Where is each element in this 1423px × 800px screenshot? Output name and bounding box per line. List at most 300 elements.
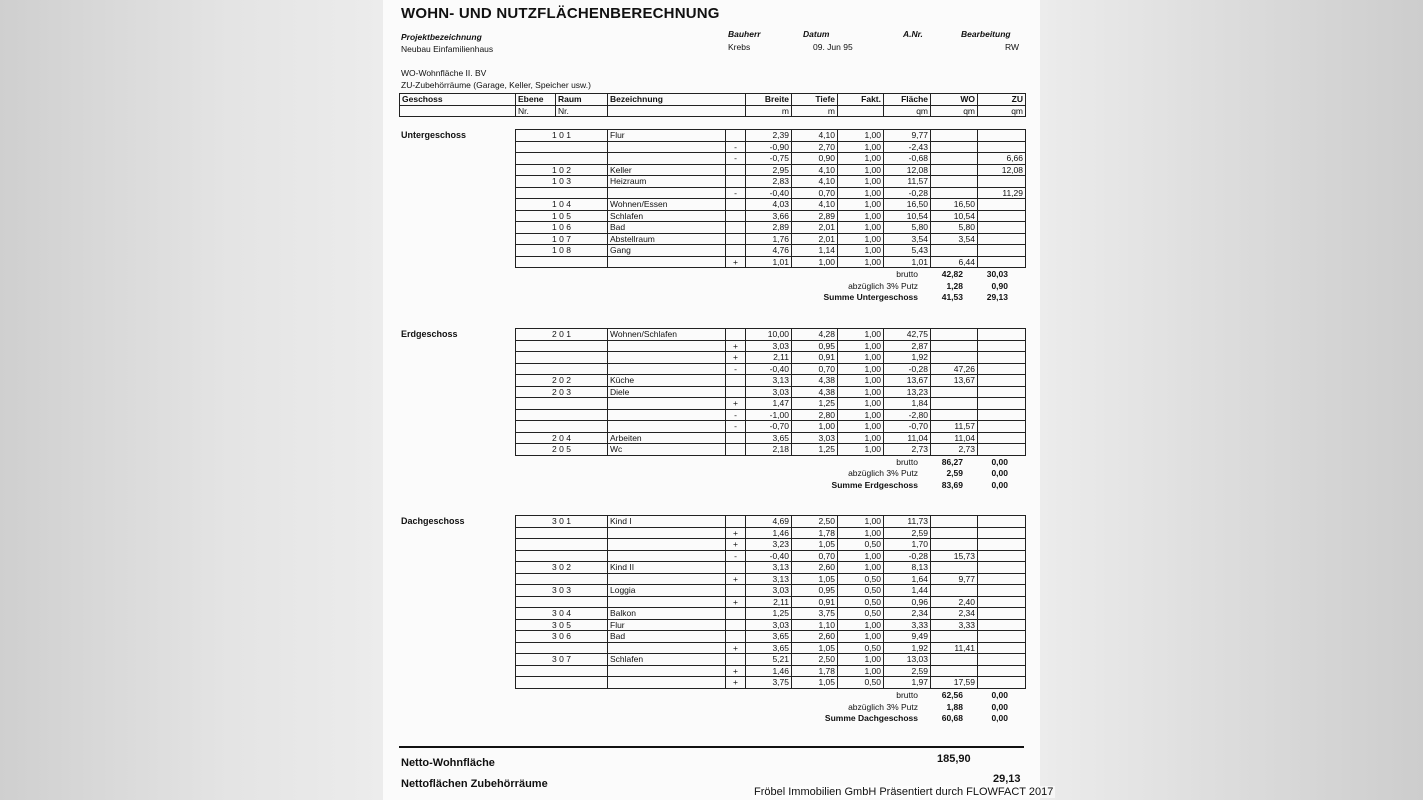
cell-faktor: 1,00 [838, 352, 884, 364]
table-row [516, 199, 1026, 211]
cell-breite: 1,25 [746, 608, 792, 620]
cell-room-number [516, 187, 608, 199]
cell-wo-value [931, 245, 978, 257]
cell-breite: 4,03 [746, 199, 792, 211]
summe-zu: 29,13 [986, 292, 1008, 303]
cell-wo-value: 3,33 [931, 619, 978, 631]
table-row [516, 539, 1026, 551]
cell-room-number [516, 573, 608, 585]
col-tiefe: Tiefe [792, 94, 838, 106]
cell-room-name: Loggia [608, 585, 726, 597]
cell-zu-value [978, 573, 1026, 585]
cell-flaeche: -0,28 [884, 187, 931, 199]
cell-room-name: Bad [608, 631, 726, 643]
table-row [516, 398, 1026, 410]
cell-tiefe: 2,70 [792, 141, 838, 153]
cell-room-name [608, 409, 726, 421]
summe-row [718, 713, 1018, 725]
cell-zu-value [978, 176, 1026, 188]
cell-room-number: 2 0 1 [516, 329, 608, 341]
cell-faktor: 1,00 [838, 409, 884, 421]
cell-flaeche: 1,84 [884, 398, 931, 410]
cell-room-name: Keller [608, 164, 726, 176]
cell-flaeche: 12,08 [884, 164, 931, 176]
cell-zu-value: 12,08 [978, 164, 1026, 176]
col-fakt: Fakt. [838, 94, 884, 106]
column-header-table [399, 93, 1026, 117]
cell-tiefe: 2,80 [792, 409, 838, 421]
cell-breite: 4,69 [746, 516, 792, 528]
cell-wo-value [931, 398, 978, 410]
cell-wo-value: 2,40 [931, 596, 978, 608]
cell-faktor: 1,00 [838, 329, 884, 341]
brutto-label: brutto [896, 456, 918, 467]
table-row [516, 550, 1026, 562]
bauherr-label: Bauherr [728, 29, 761, 39]
cell-sign [726, 585, 746, 597]
cell-flaeche: 42,75 [884, 329, 931, 341]
cell-tiefe: 1,78 [792, 665, 838, 677]
putz-row [718, 281, 1018, 293]
putz-label: abzüglich 3% Putz [848, 280, 918, 291]
cell-tiefe: 1,00 [792, 421, 838, 433]
cell-zu-value [978, 654, 1026, 666]
table-row [516, 444, 1026, 456]
blurred-background-right [1040, 0, 1423, 800]
cell-zu-value [978, 398, 1026, 410]
cell-room-name: Küche [608, 375, 726, 387]
cell-wo-value: 5,80 [931, 222, 978, 234]
bauherr-value: Krebs [728, 42, 751, 52]
cell-tiefe: 4,10 [792, 130, 838, 142]
legend-wo: WO-Wohnfläche II. BV [401, 68, 487, 78]
cell-room-number [516, 421, 608, 433]
cell-flaeche: -0,28 [884, 363, 931, 375]
cell-zu-value [978, 585, 1026, 597]
cell-breite: 10,00 [746, 329, 792, 341]
brutto-row [718, 457, 1018, 469]
cell-room-name [608, 677, 726, 689]
cell-room-name: Diele [608, 386, 726, 398]
cell-wo-value: 13,67 [931, 375, 978, 387]
table-row [516, 329, 1026, 341]
cell-room-name: Kind II [608, 562, 726, 574]
cell-faktor: 1,00 [838, 233, 884, 245]
cell-sign [726, 329, 746, 341]
cell-faktor: 1,00 [838, 654, 884, 666]
cell-zu-value [978, 642, 1026, 654]
cell-tiefe: 3,03 [792, 432, 838, 444]
cell-room-name [608, 573, 726, 585]
datum-value: 09. Jun 95 [813, 42, 853, 52]
cell-faktor: 1,00 [838, 444, 884, 456]
cell-room-name [608, 665, 726, 677]
cell-zu-value: 11,29 [978, 187, 1026, 199]
cell-tiefe: 0,70 [792, 363, 838, 375]
cell-room-name [608, 421, 726, 433]
cell-breite: 1,01 [746, 256, 792, 268]
cell-room-name [608, 141, 726, 153]
col-raum: Raum [556, 94, 608, 106]
cell-room-number [516, 340, 608, 352]
table-row [516, 245, 1026, 257]
cell-breite: 3,13 [746, 573, 792, 585]
cell-flaeche: 2,59 [884, 665, 931, 677]
cell-flaeche: 13,67 [884, 375, 931, 387]
cell-sign: - [726, 187, 746, 199]
cell-tiefe: 0,91 [792, 352, 838, 364]
brutto-row [718, 690, 1018, 702]
table-row [516, 573, 1026, 585]
cell-breite: -0,75 [746, 153, 792, 165]
cell-breite: 3,65 [746, 642, 792, 654]
cell-flaeche: 2,34 [884, 608, 931, 620]
cell-flaeche: 1,92 [884, 352, 931, 364]
putz-zu: 0,90 [991, 280, 1008, 291]
cell-breite: 3,66 [746, 210, 792, 222]
cell-room-name [608, 539, 726, 551]
cell-wo-value [931, 665, 978, 677]
cell-room-number [516, 550, 608, 562]
cell-room-name: Kind I [608, 516, 726, 528]
cell-sign: - [726, 550, 746, 562]
anr-label: A.Nr. [903, 29, 923, 39]
brutto-row [718, 269, 1018, 281]
cell-wo-value: 9,77 [931, 573, 978, 585]
cell-breite: 3,13 [746, 562, 792, 574]
cell-room-name [608, 596, 726, 608]
section-label: Erdgeschoss [401, 329, 458, 339]
cell-faktor: 1,00 [838, 245, 884, 257]
nettoflaechen-zubehoer-value: 29,13 [993, 773, 1021, 785]
table-row [516, 256, 1026, 268]
cell-faktor: 0,50 [838, 677, 884, 689]
cell-breite: 3,03 [746, 619, 792, 631]
cell-tiefe: 1,05 [792, 539, 838, 551]
cell-faktor: 1,00 [838, 141, 884, 153]
cell-flaeche: 11,57 [884, 176, 931, 188]
cell-room-number: 3 0 6 [516, 631, 608, 643]
cell-room-name: Wc [608, 444, 726, 456]
cell-room-number: 1 0 5 [516, 210, 608, 222]
cell-faktor: 1,00 [838, 256, 884, 268]
cell-wo-value: 15,73 [931, 550, 978, 562]
cell-breite: 3,03 [746, 585, 792, 597]
cell-flaeche: 1,01 [884, 256, 931, 268]
cell-room-name: Arbeiten [608, 432, 726, 444]
cell-flaeche: 11,04 [884, 432, 931, 444]
cell-wo-value [931, 130, 978, 142]
cell-breite: 3,13 [746, 375, 792, 387]
cell-breite: 1,46 [746, 527, 792, 539]
cell-breite: 3,75 [746, 677, 792, 689]
cell-faktor: 1,00 [838, 619, 884, 631]
cell-room-number: 3 0 7 [516, 654, 608, 666]
table-row [516, 233, 1026, 245]
unit-zu: qm [978, 105, 1026, 117]
cell-tiefe: 4,10 [792, 176, 838, 188]
cell-room-number: 2 0 5 [516, 444, 608, 456]
cell-tiefe: 0,91 [792, 596, 838, 608]
project-value: Neubau Einfamilienhaus [401, 44, 494, 54]
cell-sign: - [726, 421, 746, 433]
cell-sign: + [726, 596, 746, 608]
cell-tiefe: 1,25 [792, 444, 838, 456]
cell-breite: 1,47 [746, 398, 792, 410]
cell-wo-value [931, 187, 978, 199]
cell-flaeche: 9,77 [884, 130, 931, 142]
cell-breite: 2,39 [746, 130, 792, 142]
cell-wo-value: 17,59 [931, 677, 978, 689]
cell-flaeche: 11,73 [884, 516, 931, 528]
cell-room-name: Wohnen/Essen [608, 199, 726, 211]
cell-tiefe: 1,00 [792, 256, 838, 268]
cell-zu-value [978, 222, 1026, 234]
cell-flaeche: 13,23 [884, 386, 931, 398]
cell-flaeche: 5,80 [884, 222, 931, 234]
cell-faktor: 1,00 [838, 222, 884, 234]
cell-wo-value: 16,50 [931, 199, 978, 211]
cell-faktor: 0,50 [838, 596, 884, 608]
unit-raum: Nr. [556, 105, 608, 117]
table-row [516, 340, 1026, 352]
cell-room-number: 1 0 3 [516, 176, 608, 188]
cell-tiefe: 4,10 [792, 199, 838, 211]
cell-room-name: Schlafen [608, 210, 726, 222]
cell-zu-value [978, 256, 1026, 268]
table-row [516, 642, 1026, 654]
brutto-wo: 86,27 [941, 456, 963, 467]
cell-zu-value [978, 539, 1026, 551]
cell-wo-value [931, 539, 978, 551]
putz-label: abzüglich 3% Putz [848, 468, 918, 479]
blurred-background-left [0, 0, 383, 800]
cell-wo-value: 10,54 [931, 210, 978, 222]
cell-breite: -0,40 [746, 187, 792, 199]
cell-breite: 3,65 [746, 432, 792, 444]
cell-zu-value [978, 550, 1026, 562]
cell-zu-value [978, 409, 1026, 421]
cell-breite: -0,40 [746, 550, 792, 562]
cell-zu-value [978, 665, 1026, 677]
summe-row [718, 292, 1018, 304]
brutto-wo: 62,56 [941, 690, 963, 700]
cell-room-number: 3 0 1 [516, 516, 608, 528]
cell-wo-value [931, 164, 978, 176]
table-row [516, 516, 1026, 528]
section-table [515, 515, 1026, 689]
cell-wo-value [931, 585, 978, 597]
section-totals [718, 457, 1018, 492]
cell-flaeche: -0,28 [884, 550, 931, 562]
cell-zu-value [978, 329, 1026, 341]
table-row [516, 164, 1026, 176]
table-row [516, 222, 1026, 234]
cell-sign: + [726, 665, 746, 677]
cell-sign [726, 444, 746, 456]
putz-row [718, 468, 1018, 480]
table-row [516, 130, 1026, 142]
cell-faktor: 1,00 [838, 176, 884, 188]
cell-zu-value [978, 375, 1026, 387]
putz-wo: 1,28 [946, 280, 963, 291]
table-row [516, 665, 1026, 677]
cell-tiefe: 1,14 [792, 245, 838, 257]
cell-faktor: 1,00 [838, 421, 884, 433]
cell-sign: - [726, 363, 746, 375]
cell-room-number [516, 409, 608, 421]
cell-faktor: 1,00 [838, 130, 884, 142]
footer-rule [399, 746, 1024, 748]
cell-breite: 3,03 [746, 340, 792, 352]
cell-breite: 5,21 [746, 654, 792, 666]
putz-wo: 1,88 [946, 701, 963, 712]
cell-zu-value [978, 199, 1026, 211]
table-row [516, 187, 1026, 199]
summe-zu: 0,00 [991, 479, 1008, 490]
cell-tiefe: 4,38 [792, 375, 838, 387]
cell-room-name: Flur [608, 130, 726, 142]
cell-wo-value [931, 352, 978, 364]
summe-zu: 0,00 [991, 713, 1008, 724]
netto-wohnflaeche-value: 185,90 [937, 753, 971, 765]
cell-tiefe: 1,05 [792, 573, 838, 585]
cell-tiefe: 0,95 [792, 585, 838, 597]
cell-room-name: Abstellraum [608, 233, 726, 245]
cell-sign [726, 608, 746, 620]
cell-flaeche: 10,54 [884, 210, 931, 222]
cell-room-number: 2 0 4 [516, 432, 608, 444]
unit-ebene: Nr. [516, 105, 556, 117]
cell-zu-value [978, 596, 1026, 608]
cell-tiefe: 1,78 [792, 527, 838, 539]
cell-flaeche: -2,43 [884, 141, 931, 153]
cell-tiefe: 2,60 [792, 562, 838, 574]
summe-row [718, 480, 1018, 492]
table-row [516, 619, 1026, 631]
putz-zu: 0,00 [991, 701, 1008, 712]
cell-faktor: 0,50 [838, 573, 884, 585]
unit-wo: qm [931, 105, 978, 117]
cell-sign [726, 619, 746, 631]
cell-wo-value: 11,04 [931, 432, 978, 444]
cell-room-name [608, 363, 726, 375]
cell-breite: -1,00 [746, 409, 792, 421]
cell-faktor: 0,50 [838, 608, 884, 620]
cell-tiefe: 2,60 [792, 631, 838, 643]
cell-breite: 3,23 [746, 539, 792, 551]
cell-flaeche: 9,49 [884, 631, 931, 643]
cell-room-number [516, 539, 608, 551]
cell-breite: 4,76 [746, 245, 792, 257]
brutto-label: brutto [896, 269, 918, 280]
cell-breite: 2,18 [746, 444, 792, 456]
cell-room-number [516, 527, 608, 539]
cell-flaeche: 16,50 [884, 199, 931, 211]
cell-room-number [516, 677, 608, 689]
cell-sign [726, 199, 746, 211]
cell-zu-value [978, 233, 1026, 245]
cell-breite: 2,95 [746, 164, 792, 176]
cell-tiefe: 2,50 [792, 654, 838, 666]
cell-room-number: 1 0 6 [516, 222, 608, 234]
cell-sign: - [726, 153, 746, 165]
cell-tiefe: 1,05 [792, 677, 838, 689]
cell-zu-value [978, 141, 1026, 153]
cell-room-name [608, 352, 726, 364]
cell-breite: 1,76 [746, 233, 792, 245]
cell-zu-value [978, 421, 1026, 433]
cell-room-number [516, 596, 608, 608]
cell-room-number [516, 398, 608, 410]
cell-room-name: Heizraum [608, 176, 726, 188]
table-row [516, 176, 1026, 188]
credit-watermark: Fröbel Immobilien GmbH Präsentiert durch FLOWFACT 2017 [754, 786, 1054, 798]
netto-wohnflaeche-label: Netto-Wohnfläche [401, 757, 495, 769]
cell-sign [726, 164, 746, 176]
cell-tiefe: 2,50 [792, 516, 838, 528]
document-title: WOHN- UND NUTZFLÄCHENBERECHNUNG [401, 5, 720, 22]
cell-wo-value [931, 562, 978, 574]
cell-flaeche: 8,13 [884, 562, 931, 574]
cell-faktor: 0,50 [838, 539, 884, 551]
cell-wo-value [931, 340, 978, 352]
cell-tiefe: 2,01 [792, 233, 838, 245]
cell-faktor: 1,00 [838, 432, 884, 444]
cell-zu-value [978, 130, 1026, 142]
table-row [516, 677, 1026, 689]
section-table [515, 129, 1026, 268]
cell-wo-value [931, 329, 978, 341]
cell-zu-value [978, 363, 1026, 375]
cell-flaeche: 13,03 [884, 654, 931, 666]
cell-sign [726, 386, 746, 398]
cell-sign: + [726, 352, 746, 364]
cell-zu-value [978, 619, 1026, 631]
table-row [516, 141, 1026, 153]
cell-breite: -0,40 [746, 363, 792, 375]
cell-wo-value [931, 153, 978, 165]
table-row [516, 527, 1026, 539]
cell-flaeche: 0,96 [884, 596, 931, 608]
nettoflaechen-zubehoer-label: Nettoflächen Zubehörräume [401, 778, 548, 790]
cell-tiefe: 0,90 [792, 153, 838, 165]
cell-room-name [608, 256, 726, 268]
brutto-zu: 30,03 [986, 269, 1008, 280]
table-row [516, 210, 1026, 222]
cell-tiefe: 1,10 [792, 619, 838, 631]
cell-flaeche: 1,92 [884, 642, 931, 654]
cell-wo-value [931, 516, 978, 528]
table-row [516, 409, 1026, 421]
cell-faktor: 1,00 [838, 527, 884, 539]
cell-flaeche: -0,70 [884, 421, 931, 433]
cell-sign [726, 631, 746, 643]
brutto-wo: 42,82 [941, 269, 963, 280]
cell-breite: -0,90 [746, 141, 792, 153]
cell-room-name [608, 642, 726, 654]
cell-room-number: 1 0 4 [516, 199, 608, 211]
cell-sign [726, 210, 746, 222]
cell-breite: 3,03 [746, 386, 792, 398]
cell-faktor: 1,00 [838, 398, 884, 410]
cell-room-name: Wohnen/Schlafen [608, 329, 726, 341]
cell-room-number: 1 0 7 [516, 233, 608, 245]
table-row [516, 608, 1026, 620]
cell-sign: - [726, 409, 746, 421]
cell-faktor: 1,00 [838, 631, 884, 643]
cell-wo-value: 2,73 [931, 444, 978, 456]
